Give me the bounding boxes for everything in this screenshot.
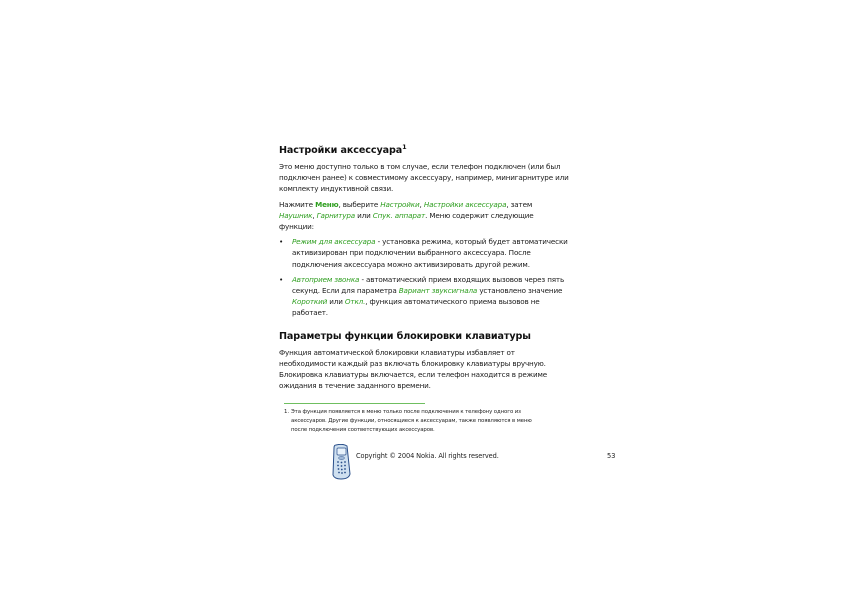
paragraph-keyguard: Функция автоматической блокировки клавиатуры избавляет от необходимости каждый раз включать блокировку клавиатуры вручную. Блокировка клавиатуры включается, если телефон находится в режиме ожидания в течение заданного времени. xyxy=(279,347,548,391)
copyright-text: Copyright © 2004 Nokia. All rights reserved. xyxy=(356,452,499,460)
section-title-accessory-settings xyxy=(279,142,569,156)
text-run: , xyxy=(419,199,424,209)
page-footer xyxy=(330,444,620,480)
list-text: , функция автоматического приема вызовов не работает. xyxy=(292,297,540,318)
page-number: 53 xyxy=(607,452,616,460)
list-item xyxy=(279,274,569,319)
section-title-keyguard: Параметры функции блокировки клавиатуры xyxy=(279,330,531,342)
bullet: • xyxy=(279,274,284,284)
param-term: Вариант звуксигнала xyxy=(398,286,478,296)
function-list xyxy=(279,236,569,318)
footnote xyxy=(284,408,549,435)
garnitura-term: Гарнитура xyxy=(316,210,355,220)
text-run: , затем xyxy=(506,199,533,209)
bullet: • xyxy=(279,237,284,247)
footnote-divider xyxy=(284,403,425,404)
text-run: Нажмите xyxy=(279,199,316,209)
text-run: . Меню содержит следующие функции: xyxy=(279,210,534,232)
headset-term: Наушник xyxy=(279,210,313,220)
list-term: Автоприем звонка xyxy=(292,274,360,284)
list-text: - автоматический прием входящих вызовов через пять секунд. Если для параметра xyxy=(292,274,565,296)
footnote-text: Эта функция появляется в меню только после подключения к телефону одного из аксессуаров. Другие функции, относящиеся к аксессуарам, также появляются в меню после подключения соответствующих аксессуаров. xyxy=(291,409,532,433)
footnote-marker: 1 xyxy=(402,142,407,151)
main-content xyxy=(279,142,569,395)
footnote-number: 1. xyxy=(284,409,289,415)
list-term: Режим для аксессуара xyxy=(292,237,376,247)
short-term: Короткий xyxy=(292,297,328,307)
off-term: Откл. xyxy=(344,297,366,307)
phone-icon xyxy=(330,444,352,480)
accessory-settings-term: Настройки аксессуара xyxy=(423,199,507,209)
section-title-text: Настройки аксессуара xyxy=(279,145,403,156)
list-text: или xyxy=(327,297,345,307)
menu-term: Меню xyxy=(315,199,339,209)
text-run: , xyxy=(312,210,317,220)
settings-term: Настройки xyxy=(380,199,420,209)
list-item xyxy=(279,236,569,270)
text-run: , выберите xyxy=(338,199,381,209)
list-text: установлено значение xyxy=(477,286,563,296)
list-text: - установка режима, который будет автоматически активизирован при подключении выбранного аксессуара. После подключения аксессуара можно активизировать другой режим. xyxy=(292,237,568,269)
paragraph-instructions xyxy=(279,199,569,233)
induction-term: Спук. аппарат xyxy=(372,210,426,220)
paragraph-intro: Это меню доступно только в том случае, если телефон подключен (или был подключен ранее) к совместимому аксессуару, например, минигарнитуре или комплекту индуктивной связи. xyxy=(279,162,569,194)
text-run: или xyxy=(355,210,373,220)
